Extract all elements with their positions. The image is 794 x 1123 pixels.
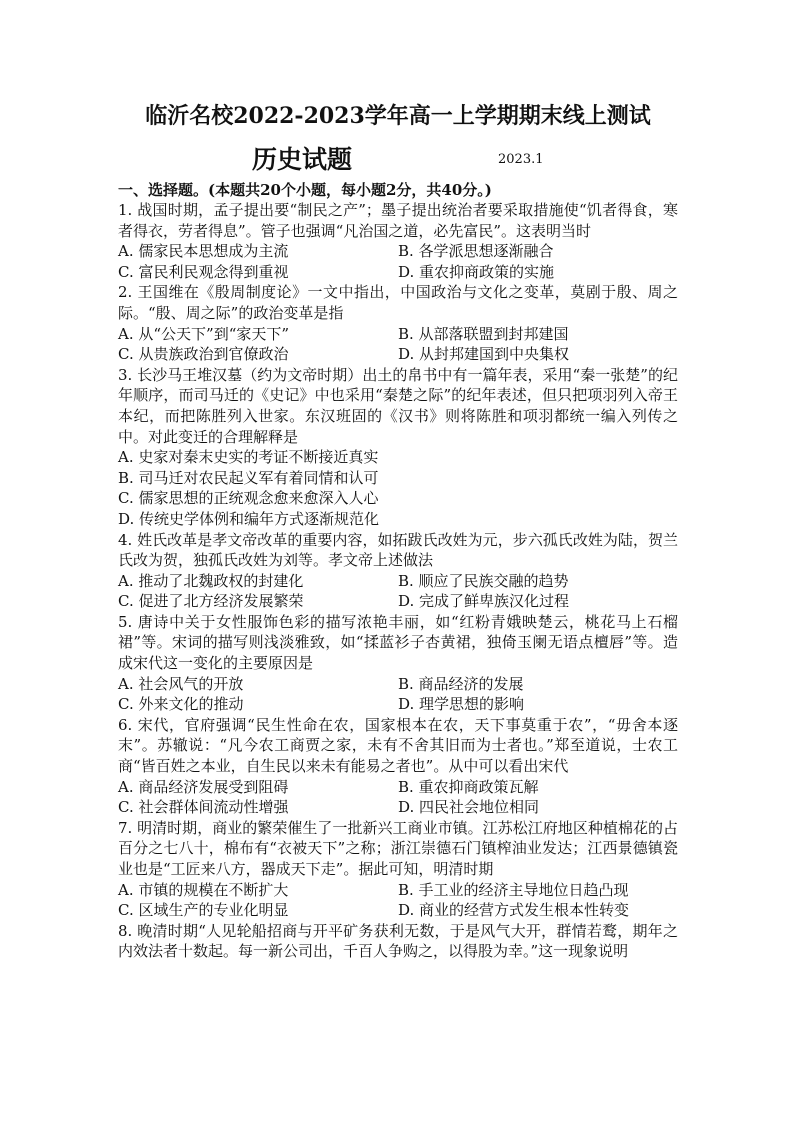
question-stem: 8. 晚清时期“人见轮船招商与开平矿务获利无数，于是风气大开，群情若鹜，期年之内效法者十数起。每一新公司出，千百人争购之，以得股为幸。”这一现象说明 [118, 921, 678, 961]
exam-page [118, 96, 678, 962]
question [118, 530, 678, 612]
option-a: A. 儒家民本思想成为主流 [118, 242, 289, 261]
question-stem: 7. 明清时期，商业的繁荣催生了一批新兴工商业市镇。江苏松江府地区种植棉花的占百分之七八十，棉布有“衣被天下”之称；浙江崇德石门镇榨油业发达；江西景德镇瓷业也是“工匠来八方，器成天下走”。据此可知，明清时期 [118, 818, 678, 878]
option-b: B. 顺应了民族交融的趋势 [398, 571, 569, 590]
option-b: B. 手工业的经济主导地位日趋凸现 [398, 880, 629, 899]
question [118, 715, 678, 818]
option-c: C. 从贵族政治到官僚政治 [118, 345, 289, 364]
option-b: B. 重农抑商政策瓦解 [398, 777, 539, 796]
option-row [118, 324, 678, 345]
subtitle-row [118, 136, 678, 180]
subject-title: 历史试题 [252, 145, 353, 174]
option-row [118, 262, 678, 283]
option-d: D. 从封邦建国到中央集权 [398, 345, 570, 364]
option-d: D. 完成了鲜卑族汉化过程 [398, 592, 570, 611]
option-a: A. 从“公天下”到“家天下” [118, 324, 290, 343]
option-b: B. 商品经济的发展 [398, 674, 524, 693]
option-row [118, 880, 678, 901]
question-stem: 1. 战国时期，孟子提出要“制民之产”；墨子提出统治者要采取措施使“饥者得食，寒者得衣，劳者得息”。管子也强调“凡治国之道，必先富民”。这表明当时 [118, 201, 678, 240]
option-d: D. 商业的经营方式发生根本性转变 [398, 901, 630, 920]
option-row [118, 777, 678, 798]
question [118, 365, 678, 530]
option-a: A. 推动了北魏政权的封建化 [118, 571, 304, 590]
exam-title: 临沂名校2022-2023学年高一上学期期末线上测试 [145, 103, 651, 129]
question [118, 612, 678, 715]
option-d: D. 理学思想的影响 [398, 695, 525, 714]
section-heading: 一、选择题。(本题共20个小题，每小题2分，共40分。) [118, 181, 492, 199]
question-stem: 4. 姓氏改革是孝文帝改革的重要内容，如拓跋氏改姓为元，步六孤氏改姓为陆，贺兰氏改为贺，独孤氏改姓为刘等。孝文帝上述做法 [118, 530, 678, 570]
option-a: A. 市镇的规模在不断扩大 [118, 880, 289, 899]
option-d: D. 传统史学体例和编年方式逐渐规范化 [118, 509, 380, 528]
exam-date: 2023.1 [498, 152, 544, 167]
option-a: A. 社会风气的开放 [118, 674, 244, 693]
option-d: D. 四民社会地位相同 [398, 798, 540, 817]
option-c: C. 外来文化的推动 [118, 695, 244, 714]
option-a: A. 商品经济发展受到阻碍 [118, 777, 289, 796]
option-d: D. 重农抑商政策的实施 [398, 262, 555, 281]
option-row [118, 344, 678, 365]
question [118, 921, 678, 962]
option-c: C. 社会群体间流动性增强 [118, 798, 289, 817]
option-c: C. 儒家思想的正统观念愈来愈深入人心 [118, 489, 379, 508]
question-stem: 2. 王国维在《殷周制度论》一文中指出，中国政治与文化之变革，莫剧于殷、周之际。“殷、周之际”的政治变革是指 [118, 283, 678, 322]
question [118, 282, 678, 364]
question-stem: 6. 宋代，官府强调“民生性命在农，国家根本在农，天下事莫重于农”，“毋舍本逐末”。苏辙说：“凡今农工商贾之家，未有不舍其旧而为士者也。”郑至道说，士农工商“皆百姓之本业，自生民以来未有能易之者也”。从中可以看出宋代 [118, 715, 678, 776]
option-row [118, 591, 678, 612]
option-row [118, 797, 678, 818]
option-row [118, 674, 678, 695]
option-b: B. 司马迁对农民起义军有着同情和认可 [118, 468, 379, 487]
option-c: C. 区域生产的专业化明显 [118, 901, 289, 920]
option-c: C. 促进了北方经济发展繁荣 [118, 592, 304, 611]
option-row [118, 241, 678, 262]
option-row [118, 900, 678, 921]
option-row [118, 694, 678, 715]
option-b: B. 从部落联盟到封邦建国 [398, 324, 569, 343]
question [118, 200, 678, 282]
option-b: B. 各学派思想逐渐融合 [398, 242, 554, 261]
question-stem: 5. 唐诗中关于女性服饰色彩的描写浓艳丰丽，如“红粉青娥映楚云，桃花马上石榴裙”等。宋词的描写则浅淡雅致，如“揉蓝衫子杏黄裙，独倚玉阑无语点檀唇”等。造成宋代这一变化的主要原因是 [118, 612, 678, 673]
option-c: C. 富民利民观念得到重视 [118, 262, 289, 281]
option-row [118, 571, 678, 592]
question [118, 818, 678, 921]
option-a: A. 史家对秦末史实的考证不断接近真实 [118, 448, 379, 467]
question-stem: 3. 长沙马王堆汉墓（约为文帝时期）出土的帛书中有一篇年表，采用“秦一张楚”的纪年顺序，而司马迁的《史记》中也采用“秦楚之际”的纪年表述，但只把项羽列入帝王本纪，而把陈胜列入世家。东汉班固的《汉书》则将陈胜和项羽都统一编入列传之中。对此变迁的合理解释是 [118, 365, 678, 446]
